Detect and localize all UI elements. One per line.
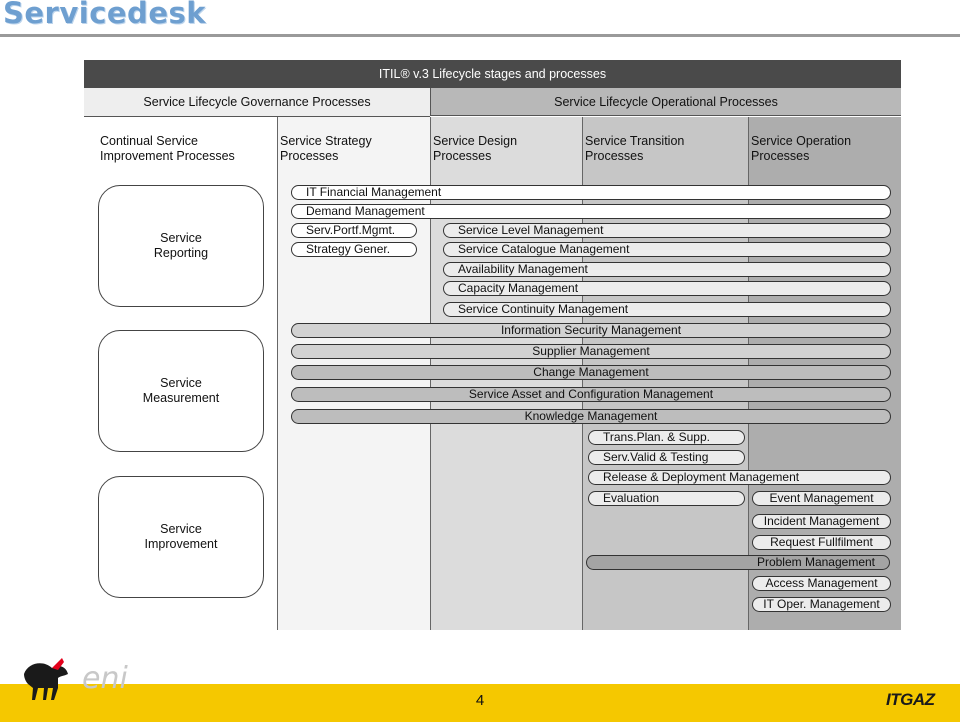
process-strategy-gener: Strategy Gener. [291, 242, 417, 257]
process-service-catalogue-management: Service Catalogue Management [443, 242, 891, 257]
process-service-asset-config-management: Service Asset and Configuration Management [291, 387, 891, 402]
title-divider [0, 34, 960, 37]
service-reporting-box: Service Reporting [98, 185, 264, 307]
column-title: Service Transition Processes [585, 134, 685, 163]
process-release-deployment-management: Release & Deployment Management [588, 470, 891, 485]
process-trans-plan-supp: Trans.Plan. & Supp. [588, 430, 745, 445]
process-service-level-management: Service Level Management [443, 223, 891, 238]
eni-logo-text: eni [82, 661, 128, 696]
process-event-management: Event Management [752, 491, 891, 506]
process-access-management: Access Management [752, 576, 891, 591]
column-continual-improvement [84, 117, 277, 630]
process-service-continuity-management: Service Continuity Management [443, 302, 891, 317]
service-measurement-box: Service Measurement [98, 330, 264, 452]
process-evaluation: Evaluation [588, 491, 745, 506]
slide-title: Servicedesk [3, 0, 207, 30]
process-serv-valid-testing: Serv.Valid & Testing [588, 450, 745, 465]
process-knowledge-management: Knowledge Management [291, 409, 891, 424]
column-title: Service Operation Processes [751, 134, 852, 163]
italgas-logo: ITGAZ [886, 690, 935, 709]
itil-lifecycle-diagram [84, 60, 901, 630]
process-it-oper-management: IT Oper. Management [752, 597, 891, 612]
page-number: 4 [475, 692, 485, 709]
process-request-fullfilment: Request Fullfilment [752, 535, 891, 550]
process-incident-management: Incident Management [752, 514, 891, 529]
column-title: Service Design Processes [433, 134, 518, 163]
process-problem-management: Problem Management [586, 555, 890, 570]
process-change-management: Change Management [291, 365, 891, 380]
column-title: Service Strategy Processes [280, 134, 372, 163]
process-serv-portf-mgmt: Serv.Portf.Mgmt. [291, 223, 417, 238]
process-it-financial-management: IT Financial Management [291, 185, 891, 200]
diagram-banner: ITIL® v.3 Lifecycle stages and processes [84, 60, 901, 88]
governance-header: Service Lifecycle Governance Processes [84, 88, 430, 117]
process-capacity-management: Capacity Management [443, 281, 891, 296]
column-title: Continual Service Improvement Processes [100, 134, 235, 163]
operational-header: Service Lifecycle Operational Processes [430, 88, 901, 116]
process-availability-management: Availability Management [443, 262, 891, 277]
process-information-security-management: Information Security Management [291, 323, 891, 338]
process-supplier-management: Supplier Management [291, 344, 891, 359]
eni-logo [18, 654, 128, 706]
process-demand-management: Demand Management [291, 204, 891, 219]
service-improvement-box: Service Improvement [98, 476, 264, 598]
